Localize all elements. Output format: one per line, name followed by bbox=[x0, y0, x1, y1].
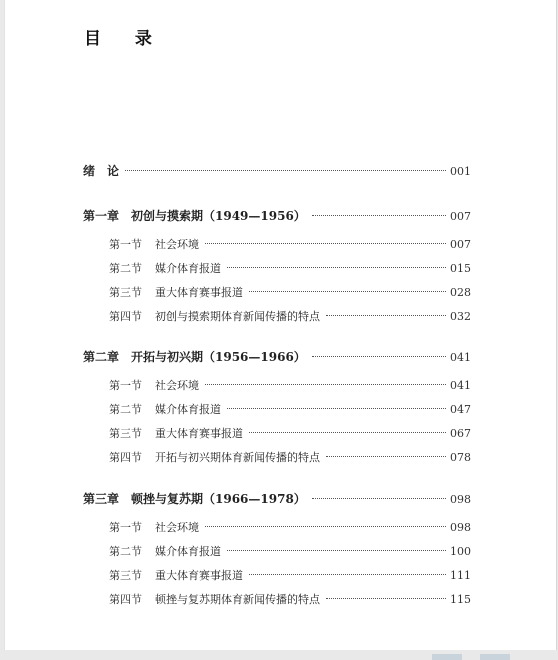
toc-entry-section[interactable] bbox=[5, 449, 556, 467]
toc-entry-chapter-1[interactable] bbox=[5, 207, 556, 225]
toc-entry-intro[interactable] bbox=[5, 162, 556, 180]
toc-page-number: 041 bbox=[450, 379, 471, 392]
toc-entry-label bbox=[109, 377, 199, 393]
toc-page-number: 041 bbox=[450, 351, 471, 364]
toc-title: 目 录 bbox=[84, 29, 166, 49]
section-title: 媒介体育报道 bbox=[155, 262, 221, 275]
toc-entry-label bbox=[109, 284, 243, 300]
toc-entry-chapter-2[interactable] bbox=[5, 348, 556, 366]
dot-leader bbox=[205, 243, 446, 244]
dot-leader bbox=[227, 550, 446, 551]
toc-entry-label bbox=[109, 519, 199, 535]
section-number: 第四节 bbox=[109, 310, 142, 323]
toc-page-number: 015 bbox=[450, 262, 471, 275]
toc-entry-label bbox=[109, 260, 221, 276]
toc-page-number: 028 bbox=[450, 286, 471, 299]
toc-entry-section[interactable] bbox=[5, 308, 556, 326]
section-number: 第三节 bbox=[109, 569, 142, 582]
dot-leader bbox=[125, 170, 446, 171]
dot-leader bbox=[312, 215, 446, 216]
toc-entry-label bbox=[109, 567, 243, 583]
toc-page-number: 007 bbox=[450, 238, 471, 251]
toc-entry-label: 第一章 初创与摸索期（1949—1956） bbox=[83, 209, 306, 223]
dot-leader bbox=[249, 574, 446, 575]
section-number: 第二节 bbox=[109, 403, 142, 416]
dot-leader bbox=[326, 456, 446, 457]
toc-entry-label bbox=[109, 543, 221, 559]
dot-leader bbox=[205, 526, 446, 527]
section-number: 第一节 bbox=[109, 238, 142, 251]
section-title: 重大体育赛事报道 bbox=[155, 286, 243, 299]
toc-entry-section[interactable] bbox=[5, 519, 556, 537]
toc-entry-chapter-3[interactable] bbox=[5, 490, 556, 508]
toc-entry-label bbox=[109, 591, 320, 607]
toc-entry-section[interactable] bbox=[5, 377, 556, 395]
toc-page-number: 098 bbox=[450, 493, 471, 506]
scrollbar-thumb[interactable] bbox=[432, 654, 462, 660]
section-title: 顿挫与复苏期体育新闻传播的特点 bbox=[155, 593, 320, 606]
toc-entry-section[interactable] bbox=[5, 567, 556, 585]
toc-page-number: 047 bbox=[450, 403, 471, 416]
toc-entry-section[interactable] bbox=[5, 401, 556, 419]
section-title: 社会环境 bbox=[155, 379, 199, 392]
toc-page-number: 067 bbox=[450, 427, 471, 440]
scrollbar-thumb[interactable] bbox=[480, 654, 510, 660]
dot-leader bbox=[312, 498, 446, 499]
section-number: 第二节 bbox=[109, 262, 142, 275]
toc-entry-label bbox=[109, 449, 320, 465]
section-title: 社会环境 bbox=[155, 521, 199, 534]
toc-page-number: 001 bbox=[450, 165, 471, 178]
toc-entry-label: 第三章 顿挫与复苏期（1966—1978） bbox=[83, 492, 306, 506]
dot-leader bbox=[227, 267, 446, 268]
section-title: 初创与摸索期体育新闻传播的特点 bbox=[155, 310, 320, 323]
toc-entry-label bbox=[109, 425, 243, 441]
section-number: 第四节 bbox=[109, 593, 142, 606]
section-number: 第四节 bbox=[109, 451, 142, 464]
toc-entry-label: 第二章 开拓与初兴期（1956—1966） bbox=[83, 350, 306, 364]
toc-entry-section[interactable] bbox=[5, 591, 556, 609]
toc-entry-section[interactable] bbox=[5, 543, 556, 561]
toc-entry-section[interactable] bbox=[5, 284, 556, 302]
dot-leader bbox=[205, 384, 446, 385]
toc-entry-section[interactable] bbox=[5, 260, 556, 278]
dot-leader bbox=[326, 598, 446, 599]
section-number: 第二节 bbox=[109, 545, 142, 558]
section-title: 重大体育赛事报道 bbox=[155, 569, 243, 582]
section-title: 社会环境 bbox=[155, 238, 199, 251]
toc-page-number: 032 bbox=[450, 310, 471, 323]
toc-entry-label: 绪 论 bbox=[83, 164, 120, 178]
toc-page-number: 098 bbox=[450, 521, 471, 534]
toc-entry-label bbox=[109, 308, 320, 324]
section-number: 第一节 bbox=[109, 521, 142, 534]
toc-page-number: 100 bbox=[450, 545, 471, 558]
document-page bbox=[4, 0, 557, 650]
section-number: 第一节 bbox=[109, 379, 142, 392]
toc-page-number: 115 bbox=[450, 593, 471, 606]
section-title: 媒介体育报道 bbox=[155, 403, 221, 416]
toc-entry-section[interactable] bbox=[5, 425, 556, 443]
toc-page-number: 111 bbox=[450, 569, 471, 582]
section-number: 第三节 bbox=[109, 286, 142, 299]
toc-page-number: 007 bbox=[450, 210, 471, 223]
toc-page-number: 078 bbox=[450, 451, 471, 464]
toc-entry-label bbox=[109, 401, 221, 417]
dot-leader bbox=[312, 356, 446, 357]
section-number: 第三节 bbox=[109, 427, 142, 440]
dot-leader bbox=[249, 291, 446, 292]
toc-entry-label bbox=[109, 236, 199, 252]
section-title: 重大体育赛事报道 bbox=[155, 427, 243, 440]
dot-leader bbox=[326, 315, 446, 316]
section-title: 开拓与初兴期体育新闻传播的特点 bbox=[155, 451, 320, 464]
dot-leader bbox=[227, 408, 446, 409]
toc-entry-section[interactable] bbox=[5, 236, 556, 254]
dot-leader bbox=[249, 432, 446, 433]
section-title: 媒介体育报道 bbox=[155, 545, 221, 558]
